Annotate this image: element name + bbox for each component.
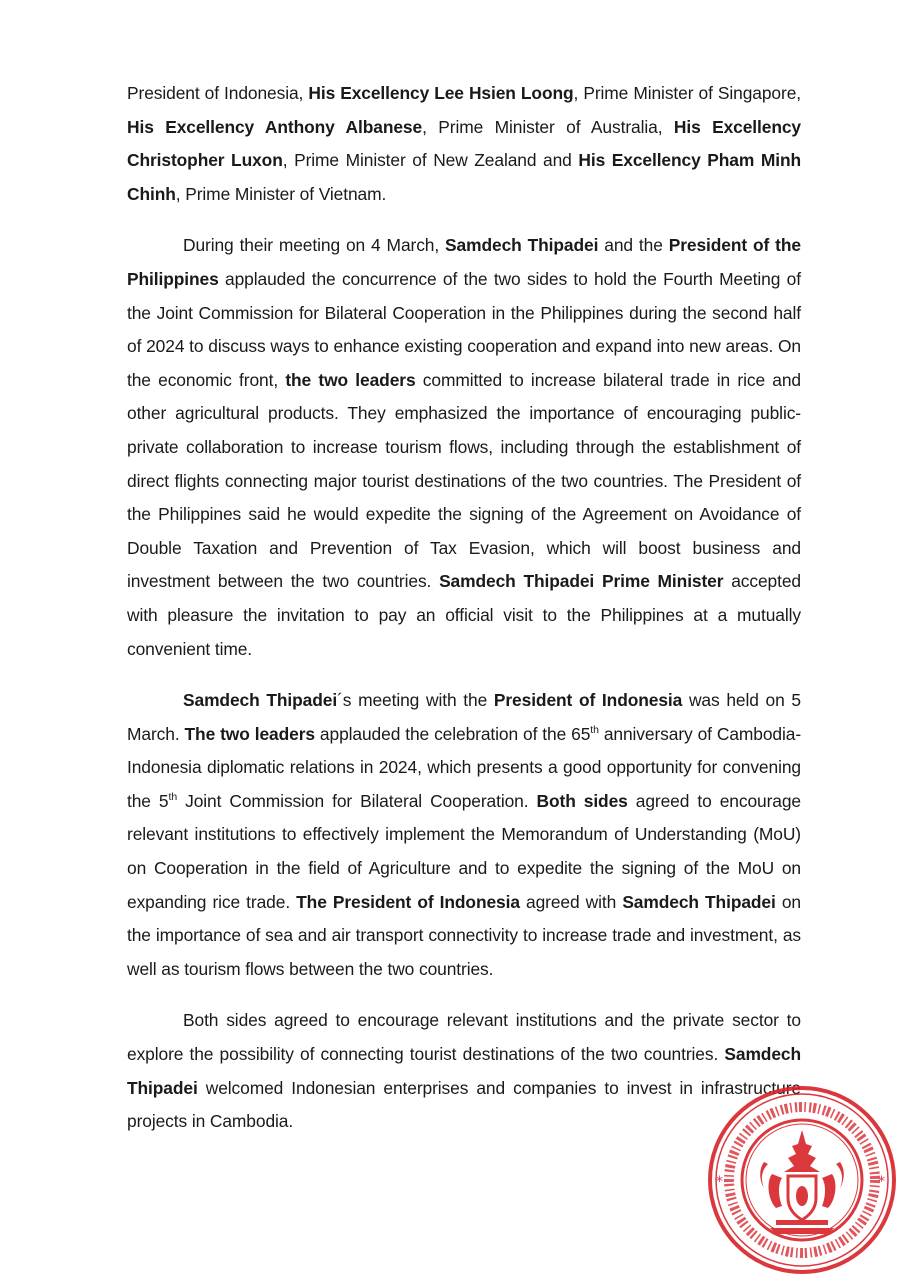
bold-text-run: Samdech Thipadei Prime Minister [439,571,724,592]
text-run: accepted with pleasure the invitation to pay an official visit to the Philippines at a mutually convenient time. [127,571,801,659]
bold-text-run: The President of Indonesia [296,891,520,912]
text-run: , Prime Minister of Australia, [422,116,674,137]
text-run: President of Indonesia, [127,83,309,103]
text-run: Both sides agreed to encourage relevant institutions and the private sector to explore the possibility of connecting tourist destinations of the two countries. [127,1010,801,1065]
text-run: applauded the celebration of the 65 [314,723,591,744]
text-run: anniversary of Cambodia-Indonesia diplomatic relations in 2024, which presents a good opportunity for convening the 5 [127,723,802,811]
document-body [127,77,801,1139]
paragraph-1 [127,77,801,211]
bold-text-run: His Excellency Pham Minh Chinh [127,150,801,204]
text-run: was held on 5 March. [127,690,801,744]
ordinal-superscript: th [168,790,178,803]
text-run: , Prime Minister of New Zealand and [282,150,579,171]
text-run: ´s meeting with the [337,690,494,711]
text-run: applauded the concurrence of the two sides to hold the Fourth Meeting of the Joint Commission for Bilateral Cooperation in the Philippines during the second half of 2024 to discuss ways to enhance existing cooperation and expand into new areas. On the economic front, [127,268,801,390]
bold-text-run: Both sides [536,790,628,811]
paragraph-4 [127,1004,801,1138]
text-run: welcomed Indonesian enterprises and companies to invest in infrastructure projects in Cambodia. [127,1077,801,1132]
bold-text-run: Samdech Thipadei [445,235,599,256]
bold-text-run: The two leaders [184,723,315,744]
text-run: Joint Commission for Bilateral Cooperation. [177,790,537,811]
bold-text-run: Samdech Thipadei [622,891,776,912]
paragraph-2 [127,229,801,666]
bold-text-run: His Excellency Lee Hsien Loong [308,83,574,103]
paragraph-3 [127,684,801,986]
svg-text:*: * [716,1174,723,1190]
official-seal-icon [702,1082,902,1278]
text-run: agreed to encourage relevant institutions to effectively implement the Memorandum of Understanding (MoU) on Cooperation in the field of Agriculture and to expedite the signing of the MoU on expanding rice trade. [127,790,801,912]
text-run: committed to increase bilateral trade in rice and other agricultural products. They emphasized the importance of encouraging public-private collaboration to increase tourism flows, including through the establishment of direct flights connecting major tourist destinations of the two countries. The President of the Philippines said he would expedite the signing of the Agreement on Avoidance of Double Taxation and Prevention of Tax Evasion, which will boost business and investment between the two countries. [127,369,801,592]
text-run: agreed with [519,891,623,912]
text-run: During their meeting on 4 March, [183,235,446,256]
bold-text-run: Samdech Thipadei [183,690,338,711]
bold-text-run: President of Indonesia [493,690,683,711]
text-run: , Prime Minister of Singapore, [573,83,801,103]
bold-text-run: the two leaders [285,369,416,390]
text-run: , Prime Minister of Vietnam. [175,183,387,204]
svg-text:*: * [878,1174,885,1190]
bold-text-run: His Excellency Christopher Luxon [127,116,802,171]
bold-text-run: His Excellency Anthony Albanese [127,116,423,137]
bold-text-run: Samdech Thipadei [127,1044,801,1098]
bold-text-run: President of the Philippines [127,235,801,289]
ordinal-superscript: th [590,723,599,736]
text-run: and the [598,235,669,256]
text-run: on the importance of sea and air transport connectivity to increase trade and investment, as well as tourism flows between the two countries. [127,891,801,979]
